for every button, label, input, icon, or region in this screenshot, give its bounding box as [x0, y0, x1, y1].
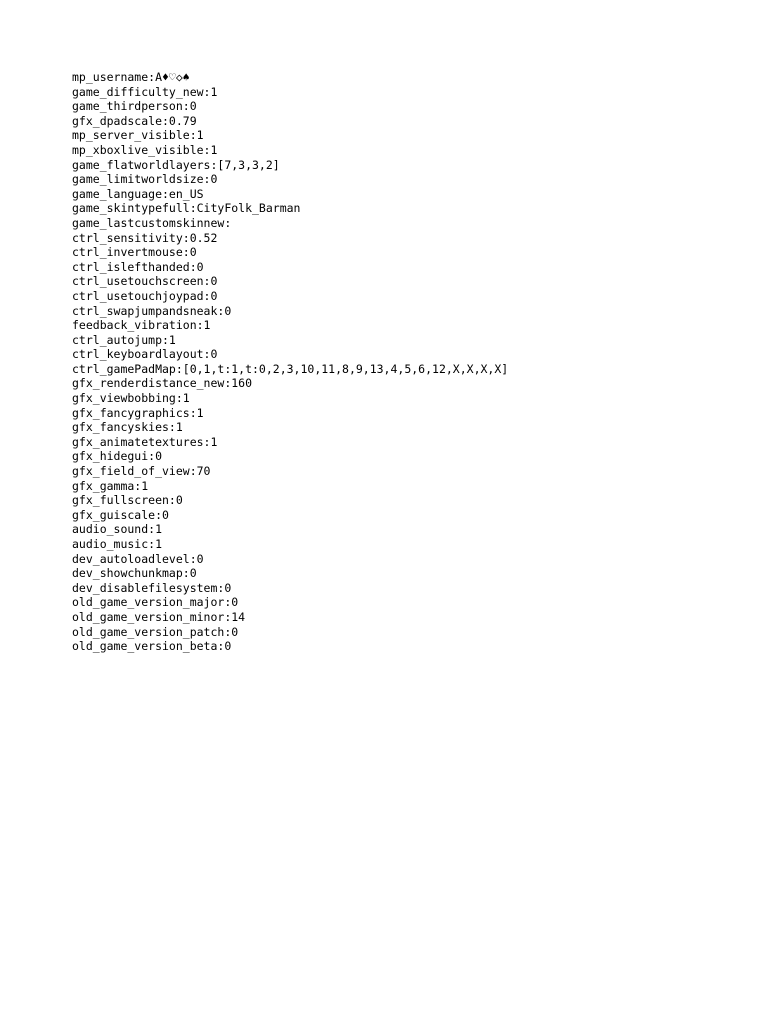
config-line: ctrl_swapjumpandsneak:0 [72, 303, 232, 318]
config-line: game_limitworldsize:0 [72, 172, 218, 187]
config-line: mp_username:A♦♡◇♠ [72, 70, 190, 84]
config-line: gfx_guiscale:0 [72, 507, 169, 522]
config-line: gfx_viewbobbing:1 [72, 391, 190, 406]
config-line: gfx_field_of_view:70 [72, 464, 211, 479]
config-line: mp_xboxlive_visible:1 [72, 142, 218, 157]
config-line: ctrl_sensitivity:0.52 [72, 230, 218, 245]
document-content [72, 70, 708, 654]
config-line: ctrl_islefthanded:0 [72, 259, 204, 274]
config-line: dev_autoloadlevel:0 [72, 551, 204, 566]
config-line: game_difficulty_new:1 [72, 84, 218, 99]
config-line: old_game_version_patch:0 [72, 624, 239, 639]
config-line: gfx_gamma:1 [72, 478, 149, 493]
config-line: dev_showchunkmap:0 [72, 566, 197, 581]
config-line: dev_disablefilesystem:0 [72, 580, 232, 595]
config-line: ctrl_autojump:1 [72, 332, 176, 347]
config-line: game_thirdperson:0 [72, 99, 197, 114]
config-line: gfx_dpadscale:0.79 [72, 113, 197, 128]
config-line: old_game_version_beta:0 [72, 639, 232, 654]
config-line: audio_music:1 [72, 537, 163, 551]
config-line: gfx_fullscreen:0 [72, 493, 183, 508]
config-line: mp_server_visible:1 [72, 128, 204, 143]
config-line: game_skintypefull:CityFolk_Barman [72, 201, 301, 216]
config-line: audio_sound:1 [72, 522, 163, 537]
config-line: gfx_animatetextures:1 [72, 434, 218, 449]
config-line: gfx_renderdistance_new:160 [72, 376, 253, 391]
config-line: old_game_version_minor:14 [72, 609, 246, 624]
config-line: game_flatworldlayers:[7,3,3,2] [72, 157, 280, 172]
config-line: ctrl_invertmouse:0 [72, 245, 197, 260]
config-line: gfx_fancygraphics:1 [72, 405, 204, 420]
config-line: game_language:en_US [72, 186, 204, 201]
config-line: game_lastcustomskinnew: [72, 215, 232, 230]
config-line: old_game_version_major:0 [72, 595, 239, 610]
config-line: gfx_hidegui:0 [72, 449, 163, 464]
config-line: ctrl_gamePadMap:[0,1,t:1,t:0,2,3,10,11,8,9,13,4,5,6,12,X,X,X,X] [72, 361, 509, 376]
config-line: ctrl_usetouchjoypad:0 [72, 288, 218, 303]
config-line-list [72, 70, 708, 654]
config-line: ctrl_usetouchscreen:0 [72, 274, 218, 289]
config-line: feedback_vibration:1 [72, 318, 211, 333]
config-line: ctrl_keyboardlayout:0 [72, 347, 218, 362]
config-line: gfx_fancyskies:1 [72, 420, 183, 435]
